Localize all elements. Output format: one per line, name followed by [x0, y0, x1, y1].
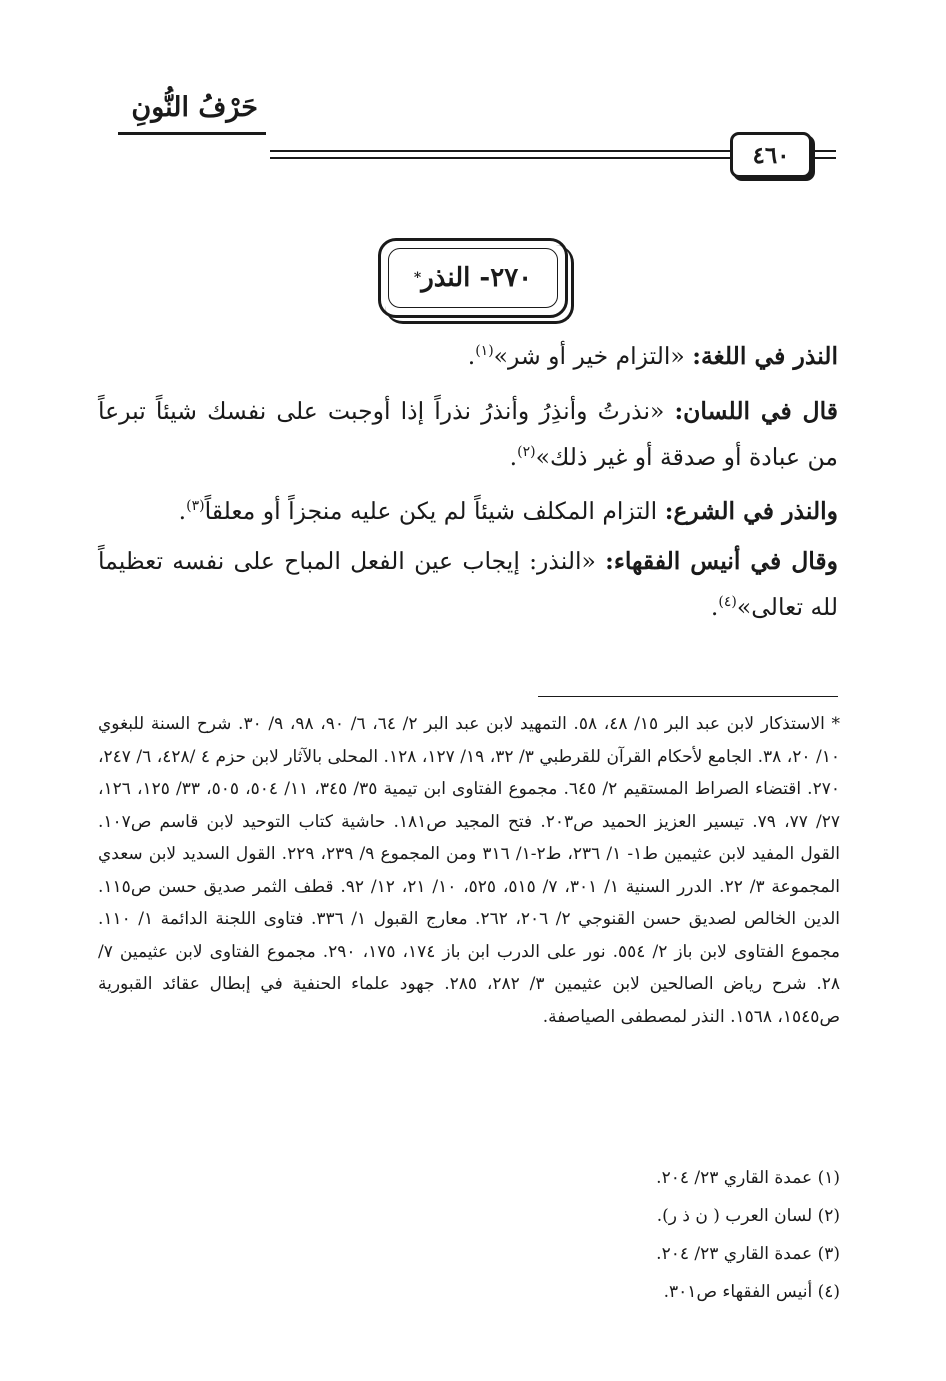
paragraph-lead: والنذر في الشرع: — [664, 497, 838, 525]
sources-footnote: * الاستذكار لابن عبد البر ١٥/ ٤٨، ٥٨. التمهيد لابن عبد البر ٢/ ٦٤، ٦/ ٩٠، ٩٨، ٩/ ٣٠. شرح السنة للبغوي ١٠/ ٢٠، ٣٨. الجامع لأحكام القرآن للقرطبي ٣/ ٣٢، ١٩/ ١٢٧، ١٢٨. المحلى بالآثار لابن حزم ٤ /٤٢٨، ٦/ ٢٤٧، ٢٧٠. اقتضاء الصراط المستقيم ٢/ ٦٤٥. مجموع الفتاوى ابن تيمية ٣٥/ ٣٤٥، ١١/ ٥٠٤، ٥٠٥، ٣٣/ ١٢٥، ١٢٦، ٢٧/ ٧٧، ٧٩. تيسير العزيز الحميد ص٢٠٣. فتح المجيد ص١٨١. حاشية كتاب التوحيد لابن قاسم ص١٠٧. القول المفيد لابن عثيمين ط١- ١/ ٢٣٦، ط٢-١/ ٣١٦ ومن المجموع ٩/ ٢٣٩، ٢٢٩. القول السديد لابن سعدي المجموعة ٣/ ٢٢. الدرر السنية ١/ ٣٠١، ٧/ ٥١٥، ٥٢٥، ١٠/ ٢١، ١٢/ ٩٢. قطف الثمر صديق حسن ص١١٥. الدين الخالص لصديق حسن القنوجي ٢/ ٢٠٦، ٢٦٢. معارج القبول ١/ ٣٣٦. فتاوى اللجنة الدائمة ١/ ١١٠. مجموع الفتاوى لابن باز ٢/ ٥٥٤. نور على الدرب ابن باز ١٧٤، ١٧٥، ٢٩٠. مجموع الفتاوى لابن عثيمين ٧/ ٢٨. شرح رياض الصالحين لابن عثيمين ٣/ ٢٨٢، ٢٨٥. جهود علماء الحنفية في إبطال عقائد القبورية ص١٥٤٥، ١٥٦٨. النذر لمصطفى الصياصفة. — [98, 714, 841, 1027]
header-double-rule-left — [270, 150, 730, 159]
entry-title-text: ٢٧٠- النذر — [421, 263, 533, 293]
paragraph-lisan — [98, 388, 838, 480]
footnote-1: (١) عمدة القاري ٢٣/ ٢٠٤. — [656, 1168, 840, 1188]
footnote-separator — [538, 696, 838, 697]
footnote-ref[interactable]: (٤) — [718, 594, 737, 611]
paragraph-text: «نذرتُ وأنذِرُ وأنذرُ نذراً إذا أوجبت على نفسك شيئاً تبرعاً من عبادة أو صدقة أو غير ذلك» — [98, 397, 838, 471]
footnote-ref[interactable]: (٣) — [186, 498, 205, 515]
page-number-box — [730, 132, 812, 178]
footnote-ref[interactable]: (٢) — [517, 444, 536, 461]
paragraph-shar — [98, 488, 838, 534]
entry-title: ٢٧٠- النذر * — [413, 263, 533, 293]
paragraph-lead: النذر في اللغة: — [692, 342, 838, 370]
footnote-2: (٢) لسان العرب ( ن ذ ر). — [656, 1206, 840, 1226]
footnote-4: (٤) أنيس الفقهاء ص٣٠١. — [663, 1282, 840, 1302]
entry-title-box — [378, 238, 568, 318]
paragraph-text: «النذر: إيجاب عين الفعل المباح على نفسه تعظيماً لله تعالى» — [98, 547, 838, 621]
paragraph-tail: . — [467, 342, 476, 370]
paragraph-lead: قال في اللسان: — [674, 397, 839, 425]
paragraph-tail: . — [710, 593, 719, 621]
running-title-underline — [118, 132, 266, 135]
header-double-rule-right — [812, 150, 836, 159]
footnote-ref[interactable]: (١) — [475, 343, 494, 360]
paragraph-text: التزام المكلف شيئاً لم يكن عليه منجزاً أو معلقاً — [204, 497, 665, 525]
running-title: حَرْفُ النُّونِ — [131, 92, 258, 123]
page-number: ٤٦٠ — [752, 141, 790, 169]
paragraph-lead: وقال في أنيس الفقهاء: — [605, 547, 839, 575]
paragraph-tail: . — [178, 497, 187, 525]
paragraph-text: «التزام خير أو شر» — [493, 342, 693, 370]
paragraph-lughah — [98, 333, 838, 379]
footnote-3: (٣) عمدة القاري ٢٣/ ٢٠٤. — [656, 1244, 840, 1264]
paragraph-tail: . — [509, 443, 518, 471]
paragraph-anis — [98, 538, 838, 630]
